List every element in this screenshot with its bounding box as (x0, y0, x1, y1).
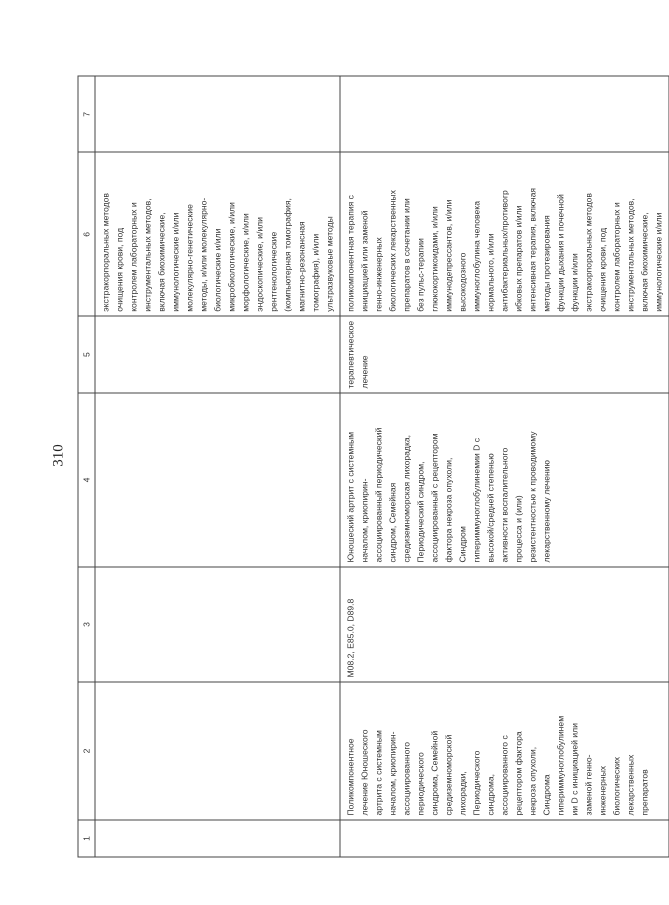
table-cell (95, 820, 340, 857)
table-cell: M08.2, E85.0, D89.8 (340, 567, 669, 682)
medical-care-table (77, 75, 669, 857)
header-row (78, 76, 95, 857)
column-header: 3 (78, 567, 95, 682)
table-cell (340, 820, 669, 857)
table-cell (95, 76, 340, 152)
table-cell: поликомпонентная терапия с инициацией или заменой генно-инженерных биологических лекарственных препаратов в сочетании или без пульс-терапии глюкокортикоидами, и/или иммунодепрессантов, и/или высокодозного иммуноглобулина человека нормального, и/или антибактериальных/противогр ибковых препаратов и/или интенсивная терапия, включая методы протезирования функции дыхания и почечной функции и/или экстракорпоральных методов очищения крови, под контролем лабораторных и инструментальных методов, включая биохимические, иммунологические и/или (340, 152, 669, 316)
table-cell: Поликомпонентное лечение Юношеского артрита с системным началом, криопирин- ассоциированного периодического синдрома, Семейной средиземноморской лихорадки, Периодического синдрома, ассоциированного с рецептором фактора некроза опухоли, Синдрома гипериммуноглобулинем ии D с инициацией или заменой генно- инженерных биологических лекарственных препаратов (340, 682, 669, 820)
column-header: 5 (78, 316, 95, 393)
table-cell (340, 76, 669, 152)
column-header: 4 (78, 393, 95, 567)
column-header: 7 (78, 76, 95, 152)
page-number: 310 (50, 443, 66, 467)
table-cell: экстракорпоральных методов очищения крови, под контролем лабораторных и инструментальных методов, включая биохимические, иммунологические и/или молекулярно-генетические методы, и/или молекулярно- биологические и/или микробиологические, и/или морфологические, и/или эндоскопические, и/или рентгенологические (компьютерная томография, магнитно-резонансная томография), и/или ультразвуковые методы (95, 152, 340, 316)
column-header: 6 (78, 152, 95, 316)
column-header: 2 (78, 682, 95, 820)
table-cell (95, 567, 340, 682)
table-cell (95, 316, 340, 393)
table-row (95, 76, 340, 857)
table-cell: Юношеский артрит с системным началом, криопирин- ассоциированный периодический синдром, Семейная средиземноморская лихорадка, Периодический синдром, ассоциированный с рецептором фактора некроза опухоли, Синдром гипериммуноглобулинемии D с высокой/средней степенью активности воспалительного процесса и (или) резистентностью к проводимому лекарственному лечению (340, 393, 669, 567)
column-header: 1 (78, 820, 95, 857)
table-cell: терапевтическое лечение (340, 316, 669, 393)
table-row (340, 76, 669, 857)
table-cell (95, 682, 340, 820)
table-cell (95, 393, 340, 567)
